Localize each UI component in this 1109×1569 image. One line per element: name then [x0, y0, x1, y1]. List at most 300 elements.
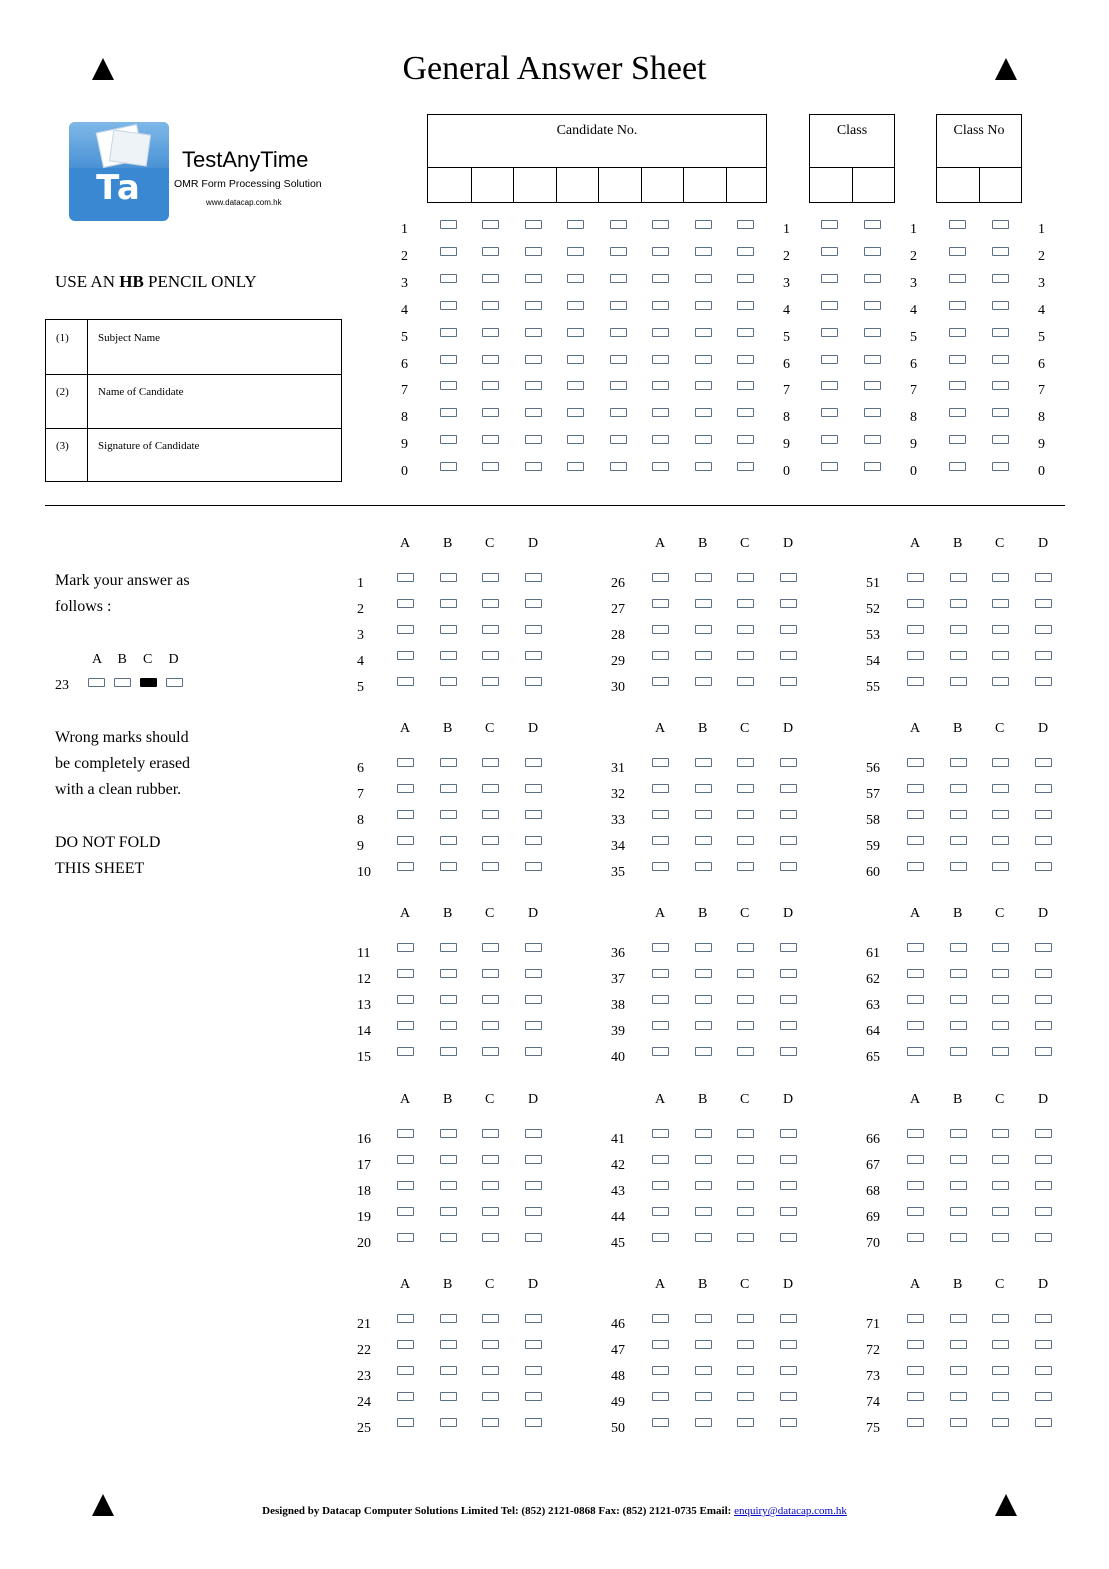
answer-bubble[interactable] [992, 1047, 1009, 1056]
answer-bubble[interactable] [525, 573, 542, 582]
answer-bubble[interactable] [907, 1233, 924, 1242]
answer-bubble[interactable] [652, 784, 669, 793]
answer-bubble[interactable] [780, 599, 797, 608]
answer-bubble[interactable] [440, 1233, 457, 1242]
answer-bubble[interactable] [482, 1392, 499, 1401]
answer-bubble[interactable] [1035, 969, 1052, 978]
answer-bubble[interactable] [737, 573, 754, 582]
answer-bubble[interactable] [525, 1392, 542, 1401]
answer-bubble[interactable] [780, 943, 797, 952]
digit-bubble[interactable] [652, 301, 669, 310]
digit-entry-cell[interactable] [979, 167, 1021, 202]
digit-bubble[interactable] [525, 408, 542, 417]
answer-bubble[interactable] [482, 836, 499, 845]
answer-bubble[interactable] [397, 758, 414, 767]
digit-bubble[interactable] [567, 408, 584, 417]
answer-bubble[interactable] [737, 1047, 754, 1056]
answer-bubble[interactable] [695, 862, 712, 871]
digit-bubble[interactable] [992, 220, 1009, 229]
answer-bubble[interactable] [652, 810, 669, 819]
digit-bubble[interactable] [864, 274, 881, 283]
answer-bubble[interactable] [1035, 573, 1052, 582]
answer-bubble[interactable] [482, 1129, 499, 1138]
answer-bubble[interactable] [950, 1181, 967, 1190]
answer-bubble[interactable] [397, 1366, 414, 1375]
digit-bubble[interactable] [695, 435, 712, 444]
digit-bubble[interactable] [482, 462, 499, 471]
answer-bubble[interactable] [992, 943, 1009, 952]
answer-bubble[interactable] [397, 1047, 414, 1056]
answer-bubble[interactable] [525, 836, 542, 845]
answer-bubble[interactable] [652, 651, 669, 660]
digit-bubble[interactable] [567, 220, 584, 229]
digit-bubble[interactable] [737, 462, 754, 471]
answer-bubble[interactable] [737, 758, 754, 767]
answer-bubble[interactable] [950, 1155, 967, 1164]
answer-bubble[interactable] [737, 1021, 754, 1030]
answer-bubble[interactable] [780, 1366, 797, 1375]
answer-bubble[interactable] [482, 969, 499, 978]
answer-bubble[interactable] [737, 1314, 754, 1323]
digit-bubble[interactable] [440, 274, 457, 283]
answer-bubble[interactable] [525, 1366, 542, 1375]
answer-bubble[interactable] [525, 995, 542, 1004]
answer-bubble[interactable] [992, 1129, 1009, 1138]
answer-bubble[interactable] [780, 651, 797, 660]
digit-bubble[interactable] [864, 381, 881, 390]
digit-bubble[interactable] [949, 381, 966, 390]
digit-entry-cell[interactable] [683, 167, 726, 202]
answer-bubble[interactable] [652, 1418, 669, 1427]
digit-bubble[interactable] [695, 301, 712, 310]
answer-bubble[interactable] [652, 1181, 669, 1190]
digit-bubble[interactable] [610, 381, 627, 390]
answer-bubble[interactable] [737, 1233, 754, 1242]
answer-bubble[interactable] [397, 1233, 414, 1242]
digit-bubble[interactable] [821, 220, 838, 229]
answer-bubble[interactable] [525, 1207, 542, 1216]
digit-bubble[interactable] [440, 355, 457, 364]
answer-bubble[interactable] [525, 1181, 542, 1190]
answer-bubble[interactable] [907, 677, 924, 686]
answer-bubble[interactable] [907, 784, 924, 793]
digit-bubble[interactable] [695, 355, 712, 364]
answer-bubble[interactable] [440, 651, 457, 660]
answer-bubble[interactable] [737, 969, 754, 978]
answer-bubble[interactable] [652, 599, 669, 608]
answer-bubble[interactable] [695, 1129, 712, 1138]
answer-bubble[interactable] [397, 1207, 414, 1216]
answer-bubble[interactable] [397, 943, 414, 952]
answer-bubble[interactable] [780, 810, 797, 819]
digit-bubble[interactable] [695, 462, 712, 471]
answer-bubble[interactable] [950, 836, 967, 845]
digit-bubble[interactable] [864, 408, 881, 417]
digit-bubble[interactable] [864, 328, 881, 337]
answer-bubble[interactable] [1035, 1340, 1052, 1349]
answer-bubble[interactable] [525, 758, 542, 767]
digit-bubble[interactable] [695, 408, 712, 417]
answer-bubble[interactable] [397, 1181, 414, 1190]
answer-bubble[interactable] [907, 1392, 924, 1401]
digit-bubble[interactable] [610, 462, 627, 471]
digit-bubble[interactable] [525, 220, 542, 229]
answer-bubble[interactable] [950, 677, 967, 686]
digit-bubble[interactable] [567, 462, 584, 471]
answer-bubble[interactable] [397, 625, 414, 634]
answer-bubble[interactable] [907, 836, 924, 845]
answer-bubble[interactable] [525, 969, 542, 978]
answer-bubble[interactable] [737, 862, 754, 871]
answer-bubble[interactable] [695, 1233, 712, 1242]
answer-bubble[interactable] [440, 1155, 457, 1164]
answer-bubble[interactable] [652, 836, 669, 845]
answer-bubble[interactable] [907, 1181, 924, 1190]
answer-bubble[interactable] [482, 943, 499, 952]
answer-bubble[interactable] [482, 677, 499, 686]
answer-bubble[interactable] [907, 995, 924, 1004]
digit-bubble[interactable] [482, 408, 499, 417]
answer-bubble[interactable] [1035, 862, 1052, 871]
answer-bubble[interactable] [440, 1021, 457, 1030]
digit-bubble[interactable] [949, 435, 966, 444]
answer-bubble[interactable] [992, 784, 1009, 793]
info-row-signature[interactable] [46, 428, 341, 482]
answer-bubble[interactable] [695, 758, 712, 767]
digit-bubble[interactable] [821, 435, 838, 444]
digit-bubble[interactable] [525, 328, 542, 337]
digit-bubble[interactable] [567, 274, 584, 283]
answer-bubble[interactable] [737, 1392, 754, 1401]
answer-bubble[interactable] [482, 1366, 499, 1375]
digit-bubble[interactable] [864, 220, 881, 229]
answer-bubble[interactable] [397, 1340, 414, 1349]
answer-bubble[interactable] [950, 1366, 967, 1375]
answer-bubble[interactable] [525, 1233, 542, 1242]
answer-bubble[interactable] [482, 1340, 499, 1349]
digit-bubble[interactable] [440, 462, 457, 471]
digit-bubble[interactable] [864, 355, 881, 364]
digit-bubble[interactable] [652, 247, 669, 256]
answer-bubble[interactable] [1035, 995, 1052, 1004]
answer-bubble[interactable] [992, 1233, 1009, 1242]
digit-bubble[interactable] [567, 355, 584, 364]
answer-bubble[interactable] [695, 1340, 712, 1349]
digit-bubble[interactable] [821, 381, 838, 390]
answer-bubble[interactable] [907, 1418, 924, 1427]
digit-entry-cell[interactable] [428, 167, 471, 202]
answer-bubble[interactable] [652, 943, 669, 952]
answer-bubble[interactable] [992, 599, 1009, 608]
digit-entry-cell[interactable] [852, 167, 894, 202]
answer-bubble[interactable] [652, 1392, 669, 1401]
answer-bubble[interactable] [737, 995, 754, 1004]
answer-bubble[interactable] [992, 862, 1009, 871]
answer-bubble[interactable] [907, 1155, 924, 1164]
answer-bubble[interactable] [695, 1047, 712, 1056]
digit-bubble[interactable] [949, 328, 966, 337]
digit-entry-cell[interactable] [641, 167, 684, 202]
answer-bubble[interactable] [992, 836, 1009, 845]
digit-bubble[interactable] [737, 328, 754, 337]
answer-bubble[interactable] [737, 836, 754, 845]
answer-bubble[interactable] [992, 1314, 1009, 1323]
answer-bubble[interactable] [780, 969, 797, 978]
digit-bubble[interactable] [525, 274, 542, 283]
answer-bubble[interactable] [1035, 1314, 1052, 1323]
digit-bubble[interactable] [525, 381, 542, 390]
answer-bubble[interactable] [652, 1207, 669, 1216]
answer-bubble[interactable] [652, 1314, 669, 1323]
answer-bubble[interactable] [780, 1207, 797, 1216]
answer-bubble[interactable] [440, 573, 457, 582]
answer-bubble[interactable] [397, 1392, 414, 1401]
digit-bubble[interactable] [482, 435, 499, 444]
answer-bubble[interactable] [397, 1418, 414, 1427]
answer-bubble[interactable] [440, 784, 457, 793]
digit-bubble[interactable] [440, 220, 457, 229]
answer-bubble[interactable] [482, 1314, 499, 1323]
digit-bubble[interactable] [482, 355, 499, 364]
digit-bubble[interactable] [482, 247, 499, 256]
answer-bubble[interactable] [950, 1340, 967, 1349]
answer-bubble[interactable] [652, 573, 669, 582]
answer-bubble[interactable] [440, 862, 457, 871]
answer-bubble[interactable] [440, 677, 457, 686]
digit-bubble[interactable] [821, 408, 838, 417]
digit-bubble[interactable] [652, 408, 669, 417]
answer-bubble[interactable] [950, 651, 967, 660]
answer-bubble[interactable] [780, 862, 797, 871]
answer-bubble[interactable] [525, 625, 542, 634]
answer-bubble[interactable] [525, 1021, 542, 1030]
digit-bubble[interactable] [440, 301, 457, 310]
digit-bubble[interactable] [992, 381, 1009, 390]
digit-bubble[interactable] [737, 408, 754, 417]
answer-bubble[interactable] [992, 1021, 1009, 1030]
answer-bubble[interactable] [482, 625, 499, 634]
answer-bubble[interactable] [440, 625, 457, 634]
answer-bubble[interactable] [737, 784, 754, 793]
answer-bubble[interactable] [695, 625, 712, 634]
info-row-name[interactable] [46, 374, 341, 429]
digit-bubble[interactable] [440, 328, 457, 337]
answer-bubble[interactable] [440, 1340, 457, 1349]
digit-bubble[interactable] [949, 355, 966, 364]
answer-bubble[interactable] [525, 1129, 542, 1138]
answer-bubble[interactable] [1035, 836, 1052, 845]
answer-bubble[interactable] [482, 573, 499, 582]
answer-bubble[interactable] [780, 1340, 797, 1349]
answer-bubble[interactable] [907, 810, 924, 819]
answer-bubble[interactable] [992, 758, 1009, 767]
digit-bubble[interactable] [864, 462, 881, 471]
answer-bubble[interactable] [950, 625, 967, 634]
answer-bubble[interactable] [652, 1021, 669, 1030]
answer-bubble[interactable] [737, 677, 754, 686]
digit-bubble[interactable] [992, 328, 1009, 337]
digit-entry-cell[interactable] [937, 167, 979, 202]
answer-bubble[interactable] [482, 1047, 499, 1056]
answer-bubble[interactable] [482, 1021, 499, 1030]
answer-bubble[interactable] [482, 1181, 499, 1190]
answer-bubble[interactable] [780, 1155, 797, 1164]
answer-bubble[interactable] [907, 1021, 924, 1030]
answer-bubble[interactable] [737, 625, 754, 634]
answer-bubble[interactable] [440, 836, 457, 845]
answer-bubble[interactable] [950, 969, 967, 978]
answer-bubble[interactable] [780, 784, 797, 793]
answer-bubble[interactable] [695, 573, 712, 582]
answer-bubble[interactable] [525, 1155, 542, 1164]
answer-bubble[interactable] [482, 1233, 499, 1242]
answer-bubble[interactable] [652, 625, 669, 634]
answer-bubble[interactable] [397, 995, 414, 1004]
digit-bubble[interactable] [737, 247, 754, 256]
digit-bubble[interactable] [652, 220, 669, 229]
answer-bubble[interactable] [397, 651, 414, 660]
answer-bubble[interactable] [652, 1155, 669, 1164]
answer-bubble[interactable] [992, 1392, 1009, 1401]
answer-bubble[interactable] [1035, 599, 1052, 608]
answer-bubble[interactable] [482, 810, 499, 819]
answer-bubble[interactable] [652, 1047, 669, 1056]
answer-bubble[interactable] [440, 1392, 457, 1401]
answer-bubble[interactable] [695, 1207, 712, 1216]
digit-bubble[interactable] [482, 381, 499, 390]
answer-bubble[interactable] [440, 758, 457, 767]
answer-bubble[interactable] [780, 1233, 797, 1242]
answer-bubble[interactable] [780, 1021, 797, 1030]
answer-bubble[interactable] [525, 651, 542, 660]
digit-bubble[interactable] [652, 462, 669, 471]
answer-bubble[interactable] [950, 810, 967, 819]
digit-bubble[interactable] [992, 355, 1009, 364]
answer-bubble[interactable] [695, 995, 712, 1004]
answer-bubble[interactable] [907, 1207, 924, 1216]
digit-bubble[interactable] [610, 220, 627, 229]
digit-bubble[interactable] [821, 462, 838, 471]
answer-bubble[interactable] [1035, 1129, 1052, 1138]
answer-bubble[interactable] [525, 784, 542, 793]
digit-bubble[interactable] [652, 274, 669, 283]
answer-bubble[interactable] [950, 1418, 967, 1427]
digit-bubble[interactable] [821, 355, 838, 364]
answer-bubble[interactable] [907, 969, 924, 978]
answer-bubble[interactable] [1035, 1366, 1052, 1375]
answer-bubble[interactable] [525, 1047, 542, 1056]
answer-bubble[interactable] [992, 573, 1009, 582]
answer-bubble[interactable] [737, 599, 754, 608]
digit-entry-cell[interactable] [471, 167, 514, 202]
answer-bubble[interactable] [1035, 1233, 1052, 1242]
digit-bubble[interactable] [695, 220, 712, 229]
footer-email-link[interactable]: enquiry@datacap.com.hk [734, 1505, 847, 1517]
answer-bubble[interactable] [907, 1047, 924, 1056]
answer-bubble[interactable] [992, 1366, 1009, 1375]
answer-bubble[interactable] [907, 943, 924, 952]
answer-bubble[interactable] [992, 1155, 1009, 1164]
digit-entry-cell[interactable] [726, 167, 769, 202]
answer-bubble[interactable] [780, 1129, 797, 1138]
answer-bubble[interactable] [1035, 1207, 1052, 1216]
answer-bubble[interactable] [652, 1129, 669, 1138]
digit-bubble[interactable] [567, 435, 584, 444]
answer-bubble[interactable] [440, 810, 457, 819]
answer-bubble[interactable] [482, 1207, 499, 1216]
digit-bubble[interactable] [949, 301, 966, 310]
answer-bubble[interactable] [907, 1340, 924, 1349]
answer-bubble[interactable] [1035, 784, 1052, 793]
answer-bubble[interactable] [907, 573, 924, 582]
answer-bubble[interactable] [482, 758, 499, 767]
digit-bubble[interactable] [992, 462, 1009, 471]
answer-bubble[interactable] [1035, 651, 1052, 660]
answer-bubble[interactable] [482, 651, 499, 660]
answer-bubble[interactable] [695, 836, 712, 845]
answer-bubble[interactable] [440, 1129, 457, 1138]
answer-bubble[interactable] [950, 1129, 967, 1138]
digit-bubble[interactable] [992, 408, 1009, 417]
answer-bubble[interactable] [950, 1314, 967, 1323]
answer-bubble[interactable] [397, 784, 414, 793]
digit-bubble[interactable] [695, 247, 712, 256]
digit-bubble[interactable] [525, 247, 542, 256]
answer-bubble[interactable] [652, 1233, 669, 1242]
answer-bubble[interactable] [440, 599, 457, 608]
digit-bubble[interactable] [864, 247, 881, 256]
answer-bubble[interactable] [482, 1418, 499, 1427]
digit-entry-cell[interactable] [513, 167, 556, 202]
answer-bubble[interactable] [737, 1366, 754, 1375]
digit-bubble[interactable] [652, 435, 669, 444]
answer-bubble[interactable] [652, 758, 669, 767]
answer-bubble[interactable] [737, 943, 754, 952]
digit-bubble[interactable] [949, 462, 966, 471]
answer-bubble[interactable] [780, 677, 797, 686]
answer-bubble[interactable] [780, 625, 797, 634]
answer-bubble[interactable] [397, 969, 414, 978]
answer-bubble[interactable] [907, 599, 924, 608]
answer-bubble[interactable] [525, 599, 542, 608]
digit-bubble[interactable] [864, 435, 881, 444]
digit-bubble[interactable] [440, 408, 457, 417]
answer-bubble[interactable] [992, 651, 1009, 660]
answer-bubble[interactable] [950, 1233, 967, 1242]
answer-bubble[interactable] [652, 677, 669, 686]
answer-bubble[interactable] [737, 1181, 754, 1190]
answer-bubble[interactable] [1035, 625, 1052, 634]
answer-bubble[interactable] [992, 995, 1009, 1004]
answer-bubble[interactable] [780, 1314, 797, 1323]
answer-bubble[interactable] [992, 1181, 1009, 1190]
digit-bubble[interactable] [440, 381, 457, 390]
answer-bubble[interactable] [907, 1366, 924, 1375]
answer-bubble[interactable] [1035, 677, 1052, 686]
answer-bubble[interactable] [440, 1314, 457, 1323]
answer-bubble[interactable] [397, 810, 414, 819]
answer-bubble[interactable] [907, 862, 924, 871]
answer-bubble[interactable] [992, 1207, 1009, 1216]
digit-bubble[interactable] [567, 328, 584, 337]
digit-bubble[interactable] [567, 247, 584, 256]
answer-bubble[interactable] [440, 1366, 457, 1375]
answer-bubble[interactable] [950, 784, 967, 793]
answer-bubble[interactable] [950, 573, 967, 582]
answer-bubble[interactable] [397, 1129, 414, 1138]
answer-bubble[interactable] [397, 1155, 414, 1164]
answer-bubble[interactable] [652, 995, 669, 1004]
